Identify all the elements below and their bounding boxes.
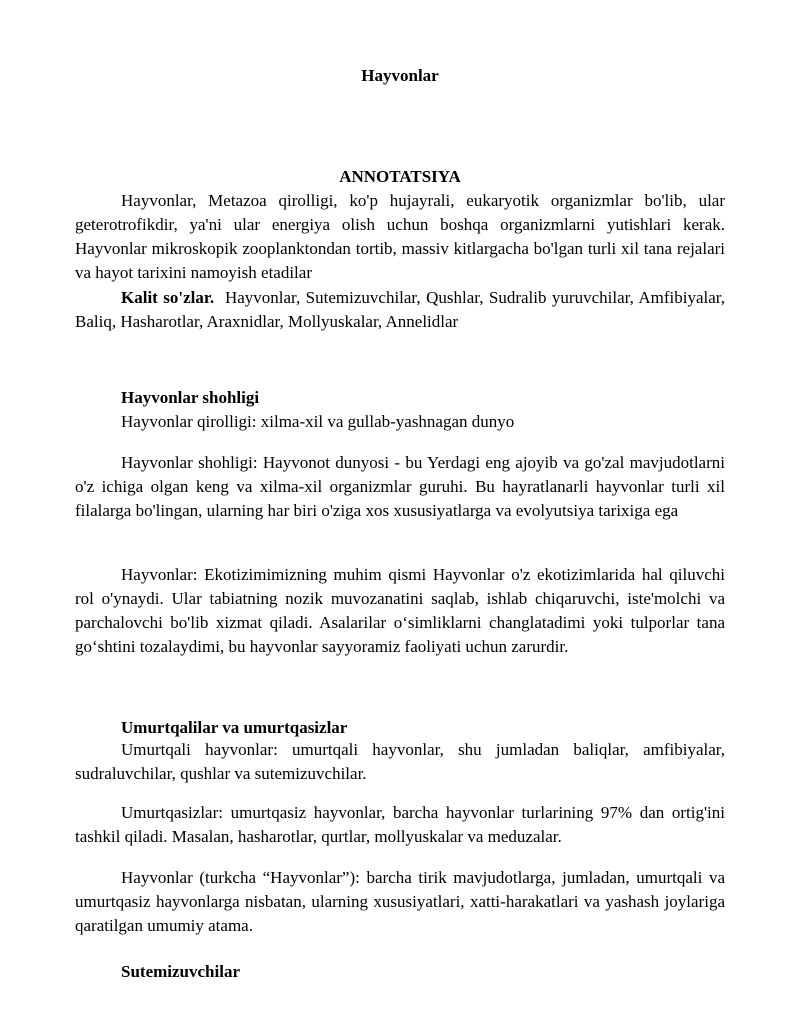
annotation-paragraph: Hayvonlar, Metazoa qirolligi, ko'p hujayrali, eukaryotik organizmlar bo'lib, ular geterotrofikdir, ya'ni ular energiya olish uchun boshqa organizmlarni yutishlari kerak. Hayvonlar mikroskopik zooplanktondan tortib, massiv kitlargacha bo'lgan turli xil tana rejalari va hayot tarixini namoyish etadilar xyxy=(75,191,725,282)
paragraph-ecosystem: Hayvonlar: Ekotizimimizning muhim qismi Hayvonlar o'z ekotizimlarida hal qiluvchi rol o'ynaydi. Ular tabiatning nozik muvozanatini saqlab, ishlab chiqaruvchi, iste'molchi va parchalovchi bo'lib xizmat qiladi. Asalarilar o‘simliklarni changlatadimi yoki tulporlar tana go‘shtini tozalaydimi, bu hayvonlar sayyoramiz faoliyati uchun zarurdir. xyxy=(75,565,725,656)
section-heading-animal-kingdom: Hayvonlar shohligi xyxy=(121,388,260,407)
document-title: Hayvonlar xyxy=(361,66,439,85)
paragraph-animals-term: Hayvonlar (turkcha “Hayvonlar”): barcha tirik mavjudotlarga, jumladan, umurtqali va umurtqasiz hayvonlarga nisbatan, ularning xususiyatlari, xatti-harakatlari va yashash joylariga qaratilgan umumiy atama. xyxy=(75,868,725,935)
section-subtitle: Hayvonlar qirolligi: xilma-xil va gullab-yashnagan dunyo xyxy=(121,412,515,431)
keywords-label: Kalit so'zlar. xyxy=(121,288,215,307)
paragraph-invertebrates: Umurtqasizlar: umurtqasiz hayvonlar, barcha hayvonlar turlarining 97% dan ortig'ini tashkil qiladi. Masalan, hasharotlar, qurtlar, mollyuskalar va meduzalar. xyxy=(75,803,725,846)
annotation-heading: ANNOTATSIYA xyxy=(339,167,461,186)
keywords-text: Hayvonlar, Sutemizuvchilar, Qushlar, Sudralib yuruvchilar, Amfibiyalar, Baliq, Hasharotlar, Araxnidlar, Mollyuskalar, Annelidlar xyxy=(75,288,725,331)
paragraph-animal-kingdom: Hayvonlar shohligi: Hayvonot dunyosi - bu Yerdagi eng ajoyib va go'zal mavjudotlarni o'z ichiga olgan keng va xilma-xil organizmlar guruhi. Bu hayratlanarli hayvonlar turli xil filalarga bo'lingan, ularning har biri o'ziga xos xususiyatlarga va evolyutsiya tarixiga ega xyxy=(75,453,725,520)
section-heading-mammals: Sutemizuvchilar xyxy=(121,962,240,981)
paragraph-vertebrates: Umurtqali hayvonlar: umurtqali hayvonlar, shu jumladan baliqlar, amfibiyalar, sudraluvchilar, qushlar va sutemizuvchilar. xyxy=(75,740,725,783)
section-heading-vertebrates: Umurtqalilar va umurtqasizlar xyxy=(121,718,348,737)
keywords-paragraph xyxy=(75,286,725,334)
